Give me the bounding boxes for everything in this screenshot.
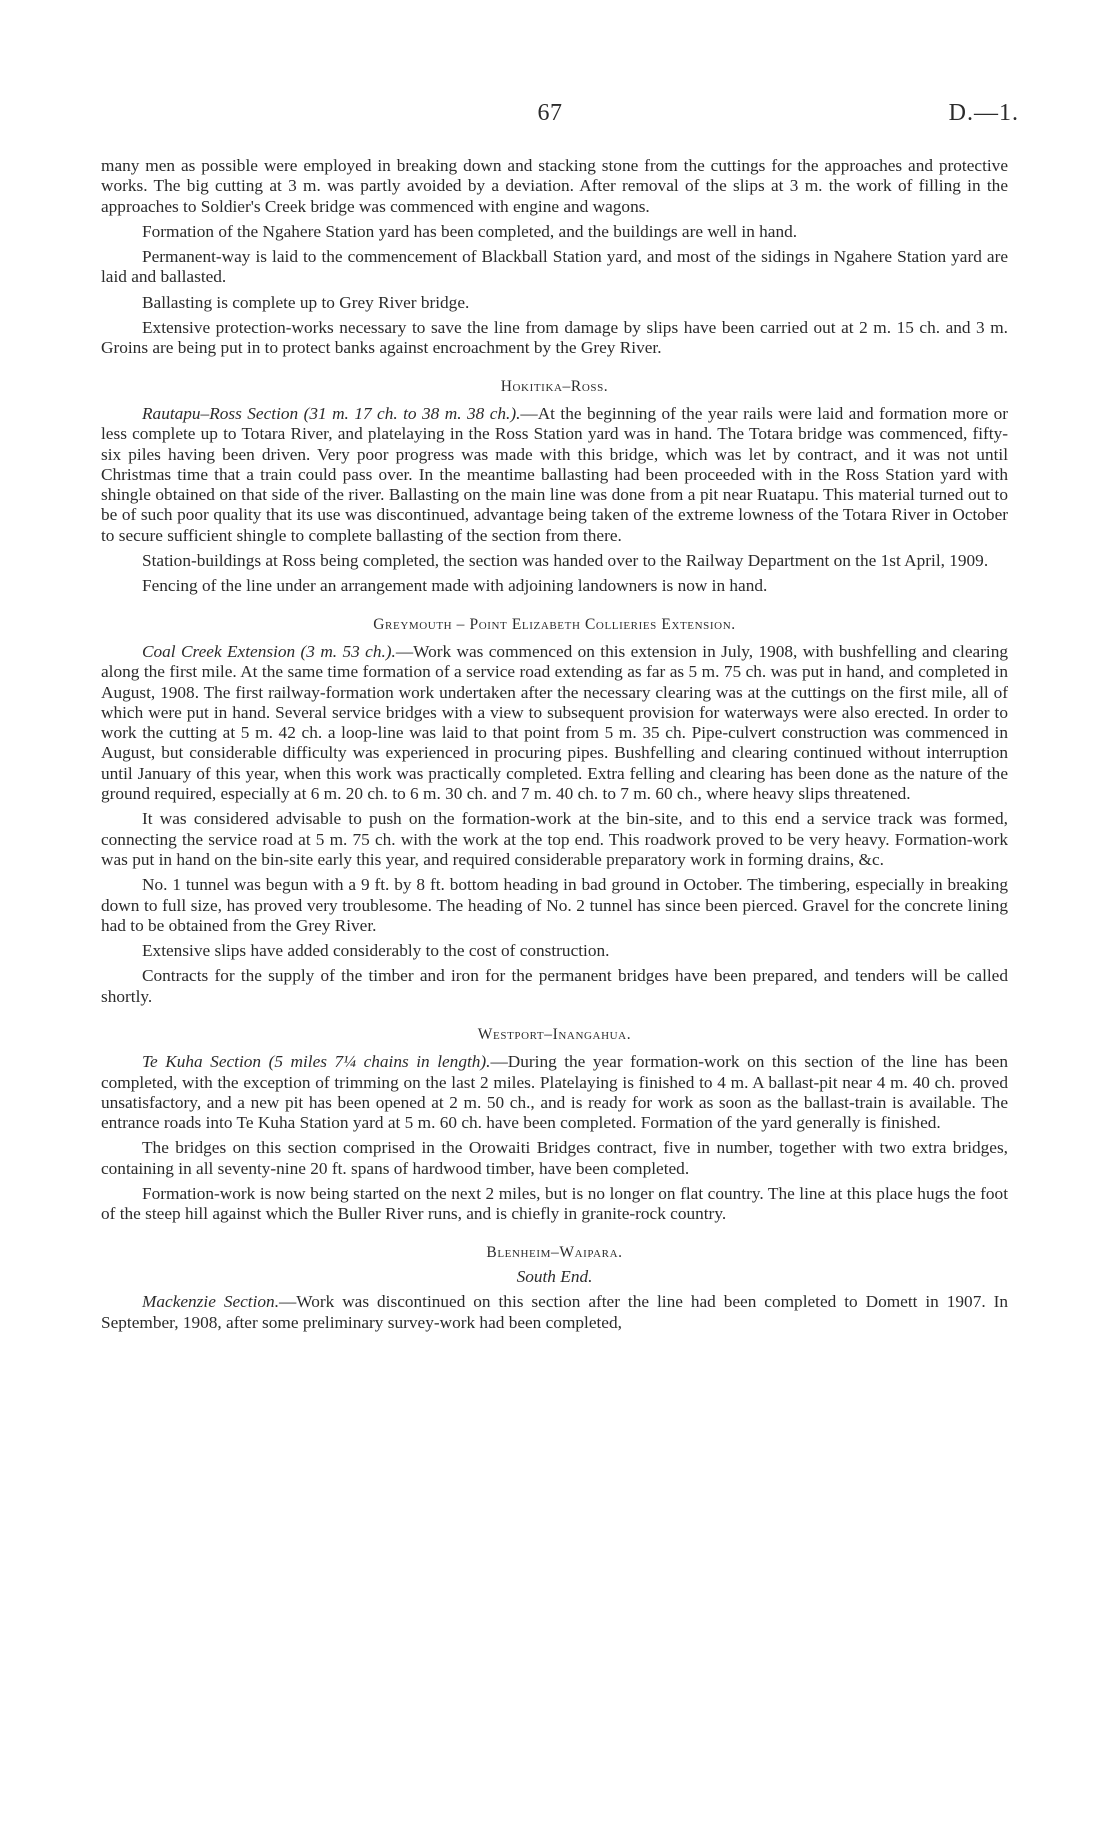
- section-heading: Blenheim–Waipara.: [486, 1243, 623, 1261]
- section-lead: Rautapu–Ross Section (31 m. 17 ch. to 38 m. 38 ch.).: [142, 403, 521, 423]
- paragraph: Ballasting is complete up to Grey River bridge.: [142, 292, 470, 312]
- paragraph: Fencing of the line under an arrangement made with adjoining landowners is now in hand.: [142, 576, 768, 596]
- paragraph: Formation of the Ngahere Station yard has been completed, and the buildings are well in hand.: [142, 221, 798, 241]
- paragraph: [101, 1052, 1008, 1133]
- paragraph: No. 1 tunnel was begun with a 9 ft. by 8 ft. bottom heading in bad ground in October. The timbering, especially in breaking down to full size, has proved very troublesome. The heading of No. 2 tunnel has since been pierced. Gravel for the concrete lining had to be obtained from the Grey River.: [101, 875, 1008, 935]
- paragraph: Permanent-way is laid to the commencement of Blackball Station yard, and most of the sidings in Ngahere Station yard are laid and ballasted.: [101, 247, 1008, 287]
- paragraph-text: —Work was commenced on this extension in July, 1908, with bushfelling and clearing along the first mile. At the same time formation of a service road extending as far as 5 m. 75 ch. was put in hand, and completed in August, 1908. The first railway-formation work undertaken after the necessary clearing was at the cuttings on the first mile, all of which were put in hand. Several service bridges with a view to subsequent provision for waterways were also erected. In order to work the cutting at 5 m. 42 ch. a loop-line was laid to that point from 5 m. 35 ch. Pipe-culvert construction was commenced in August, but considerable difficulty was experienced in procuring pipes. Bushfelling and clearing continued without interruption until January of this year, when this work was practically completed. Extra felling and clearing has been done as the nature of the ground required, especially at 6 m. 20 ch. to 6 m. 30 ch. and 7 m. 40 ch. to 7 m. 60 ch., where heavy slips threatened.: [101, 641, 1008, 804]
- paragraph: Extensive slips have added considerably to the cost of construction.: [142, 941, 610, 961]
- document-reference: D.—1.: [948, 100, 1019, 126]
- section-lead: Coal Creek Extension (3 m. 53 ch.).: [142, 641, 396, 661]
- paragraph: [101, 404, 1008, 546]
- paragraph: Station-buildings at Ross being completed, the section was handed over to the Railway Department on the 1st April, 1909.: [142, 551, 989, 571]
- page-number: 67: [537, 100, 563, 126]
- paragraph: The bridges on this section comprised in the Orowaiti Bridges contract, five in number, together with two extra bridges, containing in all seventy-nine 20 ft. spans of hardwood timber, have been completed.: [101, 1138, 1008, 1178]
- paragraph: Extensive protection-works necessary to save the line from damage by slips have been carried out at 2 m. 15 ch. and 3 m. Groins are being put in to protect banks against encroachment by the Grey River.: [101, 318, 1008, 358]
- section-heading: Hokitika–Ross.: [500, 377, 609, 395]
- paragraph: [101, 1292, 1008, 1333]
- paragraph: Contracts for the supply of the timber and iron for the permanent bridges have been prepared, and tenders will be called shortly.: [101, 966, 1008, 1006]
- paragraph-text: —Work was discontinued on this section after the line had been completed to Domett in 1907. In September, 1908, after some preliminary survey-work had been completed,: [101, 1292, 1008, 1332]
- paragraph: [101, 642, 1008, 804]
- paragraph-text: —During the year formation-work on this section of the line has been completed, with the exception of trimming on the last 2 miles. Platelaying is finished to 4 m. A ballast-pit near 4 m. 40 ch. proved unsatisfactory, and a new pit has been opened at 2 m. 50 ch., and is ready for work as soon as the ballast-train is available. The entrance roads into Te Kuha Station yard at 5 m. 60 ch. have been completed. Formation of the yard generally is finished.: [101, 1052, 1008, 1133]
- section-lead: Mackenzie Section.: [142, 1292, 280, 1312]
- paragraph: It was considered advisable to push on the formation-work at the bin-site, and to this end a service track was formed, connecting the service road at 5 m. 75 ch. with the work at the top end. This roadwork proved to be very heavy. Formation-work was put in hand on the bin-site early this year, and required considerable preparatory work in forming drains, &c.: [101, 809, 1008, 869]
- section-heading: Greymouth – Point Elizabeth Collieries Extension.: [373, 615, 736, 633]
- page-body: [101, 156, 1008, 1338]
- paragraph: many men as possible were employed in breaking down and stacking stone from the cuttings for the approaches and protective works. The big cutting at 3 m. was partly avoided by a deviation. After removal of the slips at 3 m. the work of filling in the approaches to Soldier's Creek bridge was commenced with engine and wagons.: [101, 156, 1008, 216]
- paragraph-text: —At the beginning of the year rails were laid and formation more or less complete up to Totara River, and platelaying in the Ross Station yard was in hand. The Totara bridge was commenced, fifty-six piles having been driven. Very poor progress was made with this bridge, which was let by contract, and it was not until Christmas time that a train could pass over. In the meantime ballasting had been proceeded with in the Ross Station yard with shingle obtained on that side of the river. Ballasting on the main line was done from a pit near Ruatapu. This material turned out to be of such poor quality that its use was discontinued, advantage being taken of the extreme lowness of the Totara River in October to secure sufficient shingle to complete ballasting of the section from there.: [101, 403, 1008, 545]
- section-subheading: South End.: [516, 1266, 593, 1286]
- section-heading: Westport–Inangahua.: [477, 1025, 632, 1043]
- section-lead: Te Kuha Section (5 miles 7¼ chains in length).: [142, 1052, 491, 1072]
- paragraph: Formation-work is now being started on the next 2 miles, but is no longer on flat country. The line at this place hugs the foot of the steep hill against which the Buller River runs, and is chiefly in granite-rock country.: [101, 1184, 1008, 1224]
